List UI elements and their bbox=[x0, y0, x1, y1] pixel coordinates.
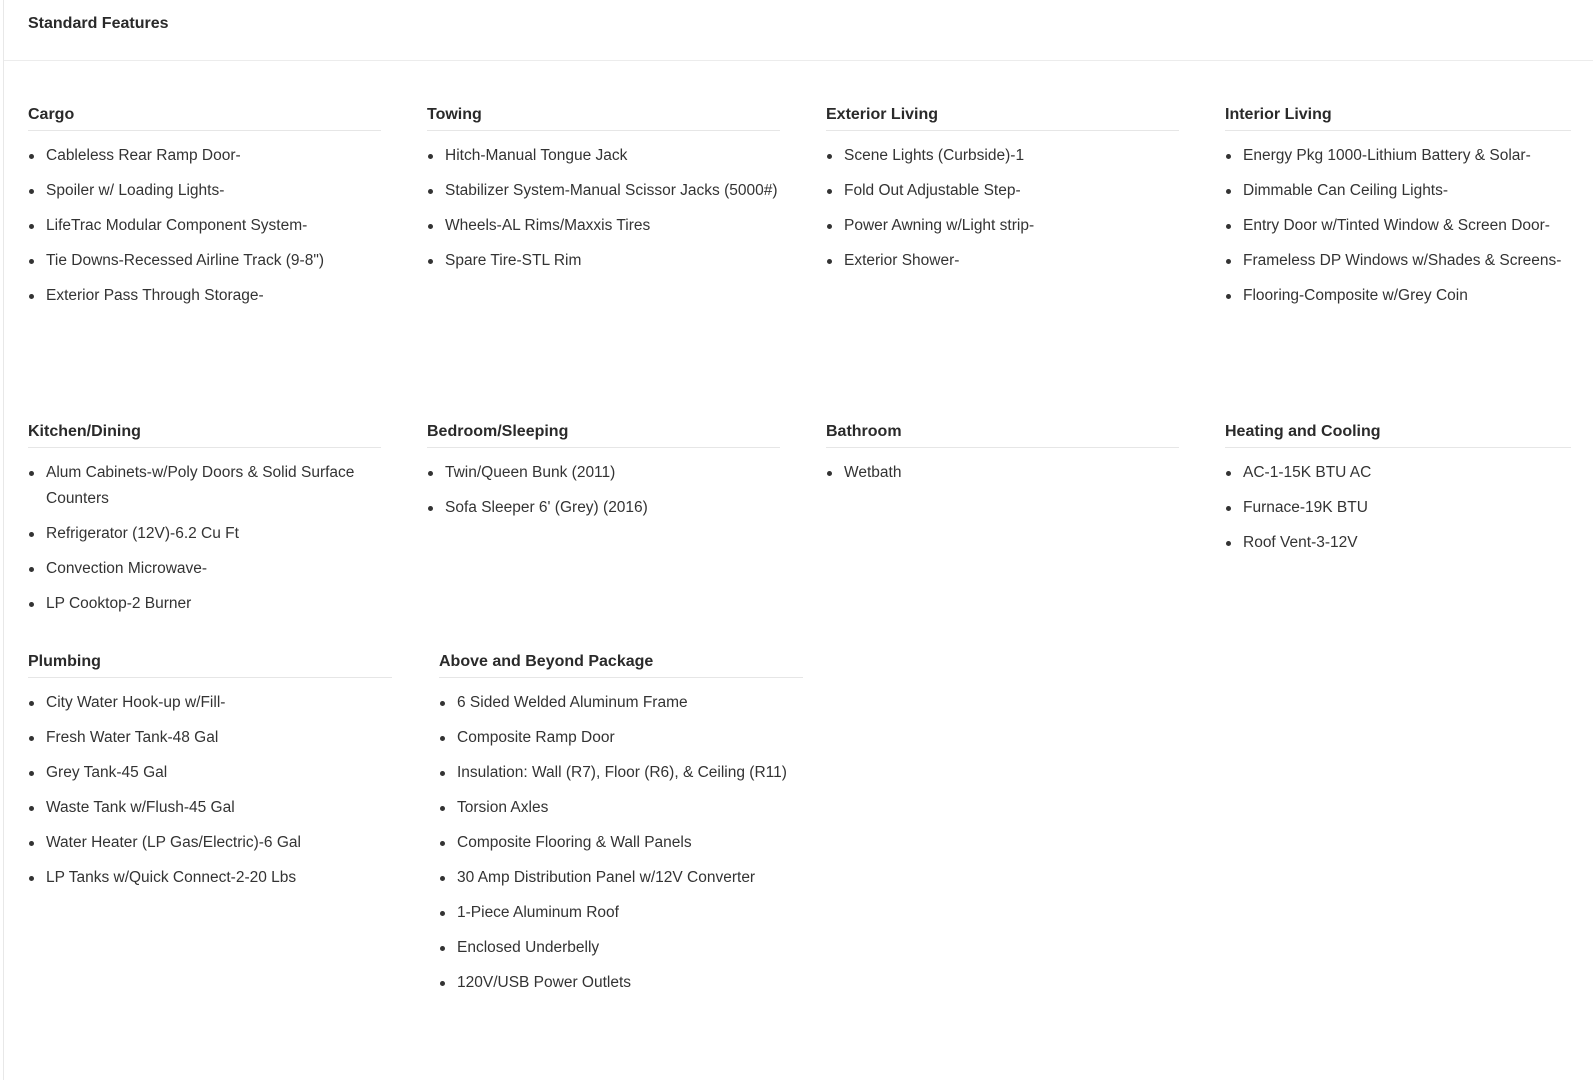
list-item: Refrigerator (12V)-6.2 Cu Ft bbox=[28, 521, 381, 547]
list-item: Convection Microwave- bbox=[28, 556, 381, 582]
feature-list bbox=[28, 143, 381, 309]
list-item: Entry Door w/Tinted Window & Screen Door- bbox=[1225, 213, 1571, 239]
section-above-and-beyond-package bbox=[439, 653, 803, 1005]
list-item: Enclosed Underbelly bbox=[439, 935, 803, 961]
section-bathroom bbox=[826, 423, 1179, 495]
list-item: Fold Out Adjustable Step- bbox=[826, 178, 1179, 204]
list-item: 1-Piece Aluminum Roof bbox=[439, 900, 803, 926]
list-item: Flooring-Composite w/Grey Coin bbox=[1225, 283, 1571, 309]
list-item: Wheels-AL Rims/Maxxis Tires bbox=[427, 213, 780, 239]
list-item: Exterior Shower- bbox=[826, 248, 1179, 274]
list-item: Power Awning w/Light strip- bbox=[826, 213, 1179, 239]
panel-header bbox=[4, 0, 1593, 61]
list-item: Scene Lights (Curbside)-1 bbox=[826, 143, 1179, 169]
list-item: LifeTrac Modular Component System- bbox=[28, 213, 381, 239]
feature-list bbox=[28, 460, 381, 617]
list-item: Frameless DP Windows w/Shades & Screens- bbox=[1225, 248, 1571, 274]
section-title: Heating and Cooling bbox=[1225, 423, 1571, 448]
section-title: Bedroom/Sleeping bbox=[427, 423, 780, 448]
section-title: Exterior Living bbox=[826, 106, 1179, 131]
feature-list bbox=[439, 690, 803, 996]
list-item: Dimmable Can Ceiling Lights- bbox=[1225, 178, 1571, 204]
section-exterior-living bbox=[826, 106, 1179, 283]
feature-list bbox=[826, 143, 1179, 274]
list-item: Waste Tank w/Flush-45 Gal bbox=[28, 795, 392, 821]
section-title: Kitchen/Dining bbox=[28, 423, 381, 448]
list-item: City Water Hook-up w/Fill- bbox=[28, 690, 392, 716]
section-title: Towing bbox=[427, 106, 780, 131]
feature-list bbox=[1225, 460, 1571, 556]
list-item: Energy Pkg 1000-Lithium Battery & Solar- bbox=[1225, 143, 1571, 169]
feature-list bbox=[28, 690, 392, 891]
list-item: Tie Downs-Recessed Airline Track (9-8") bbox=[28, 248, 381, 274]
list-item: Exterior Pass Through Storage- bbox=[28, 283, 381, 309]
list-item: Furnace-19K BTU bbox=[1225, 495, 1571, 521]
list-item: Cableless Rear Ramp Door- bbox=[28, 143, 381, 169]
list-item: Sofa Sleeper 6' (Grey) (2016) bbox=[427, 495, 780, 521]
list-item: LP Cooktop-2 Burner bbox=[28, 591, 381, 617]
section-title: Above and Beyond Package bbox=[439, 653, 803, 678]
section-kitchen-dining bbox=[28, 423, 381, 626]
feature-list bbox=[427, 143, 780, 274]
list-item: Spare Tire-STL Rim bbox=[427, 248, 780, 274]
section-title: Bathroom bbox=[826, 423, 1179, 448]
section-interior-living bbox=[1225, 106, 1571, 318]
list-item: Fresh Water Tank-48 Gal bbox=[28, 725, 392, 751]
section-title: Plumbing bbox=[28, 653, 392, 678]
list-item: Composite Ramp Door bbox=[439, 725, 803, 751]
list-item: Roof Vent-3-12V bbox=[1225, 530, 1571, 556]
list-item: Hitch-Manual Tongue Jack bbox=[427, 143, 780, 169]
section-towing bbox=[427, 106, 780, 283]
list-item: LP Tanks w/Quick Connect-2-20 Lbs bbox=[28, 865, 392, 891]
section-heating-cooling bbox=[1225, 423, 1571, 565]
list-item: 6 Sided Welded Aluminum Frame bbox=[439, 690, 803, 716]
list-item: Spoiler w/ Loading Lights- bbox=[28, 178, 381, 204]
section-plumbing bbox=[28, 653, 392, 900]
section-title: Cargo bbox=[28, 106, 381, 131]
list-item: Twin/Queen Bunk (2011) bbox=[427, 460, 780, 486]
list-item: Water Heater (LP Gas/Electric)-6 Gal bbox=[28, 830, 392, 856]
standard-features-panel bbox=[3, 0, 1593, 1080]
list-item: Torsion Axles bbox=[439, 795, 803, 821]
list-item: Wetbath bbox=[826, 460, 1179, 486]
feature-list bbox=[826, 460, 1179, 486]
list-item: Alum Cabinets-w/Poly Doors & Solid Surface Counters bbox=[28, 460, 381, 512]
list-item: Stabilizer System-Manual Scissor Jacks (5000#) bbox=[427, 178, 780, 204]
list-item: Composite Flooring & Wall Panels bbox=[439, 830, 803, 856]
section-bedroom-sleeping bbox=[427, 423, 780, 530]
list-item: 30 Amp Distribution Panel w/12V Converter bbox=[439, 865, 803, 891]
feature-list bbox=[427, 460, 780, 521]
panel-title: Standard Features bbox=[28, 15, 169, 32]
list-item: 120V/USB Power Outlets bbox=[439, 970, 803, 996]
feature-list bbox=[1225, 143, 1571, 309]
section-title: Interior Living bbox=[1225, 106, 1571, 131]
section-cargo bbox=[28, 106, 381, 318]
list-item: Insulation: Wall (R7), Floor (R6), & Ceiling (R11) bbox=[439, 760, 803, 786]
list-item: AC-1-15K BTU AC bbox=[1225, 460, 1571, 486]
list-item: Grey Tank-45 Gal bbox=[28, 760, 392, 786]
